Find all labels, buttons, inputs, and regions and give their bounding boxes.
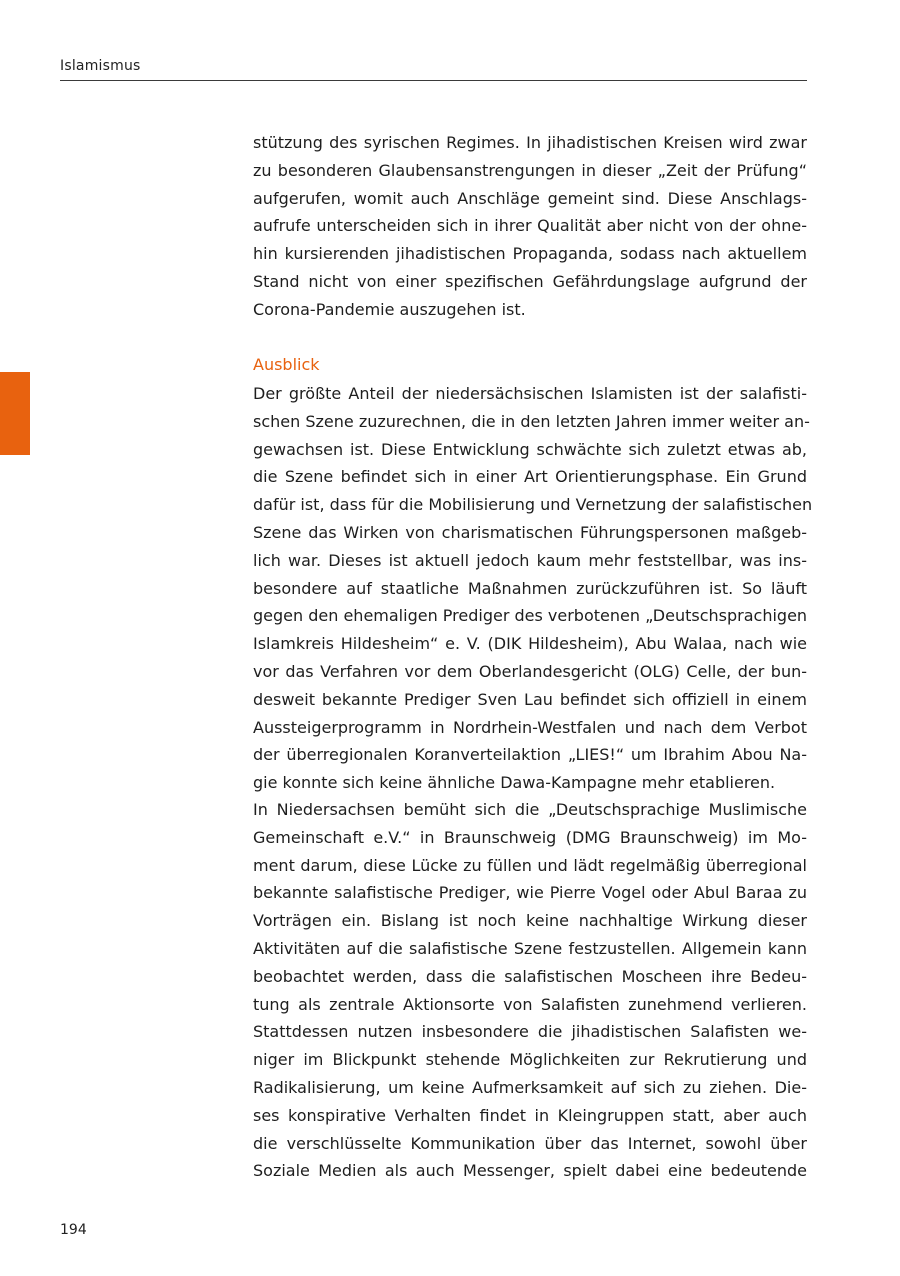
text-line: tung als zentrale Aktionsorte von Salafisten zunehmend verlieren.: [253, 994, 807, 1014]
text-line: Stattdessen nutzen insbesondere die jihadistischen Salafisten we-: [253, 1022, 807, 1042]
text-line: die Szene befindet sich in einer Art Orientierungsphase. Ein Grund: [253, 467, 807, 487]
text-line: die verschlüsselte Kommunikation über das Internet, sowohl über: [253, 1133, 807, 1153]
paragraph-1: [253, 380, 813, 797]
text-line: dafür ist, dass für die Mobilisierung und Vernetzung der salafistischen: [253, 495, 813, 515]
text-line: Stand nicht von einer spezifischen Gefährdungslage aufgrund der: [253, 271, 807, 291]
text-line: Aktivitäten auf die salafistische Szene festzustellen. Allgemein kann: [253, 938, 807, 958]
text-line: In Niedersachsen bemüht sich die „Deutschsprachige Muslimische: [253, 800, 807, 819]
page-number: 194: [60, 1222, 87, 1238]
text-line: Szene das Wirken von charismatischen Führungspersonen maßgeb-: [253, 522, 807, 542]
text-line: gie konnte sich keine ähnliche Dawa-Kampagne mehr etablieren.: [253, 773, 776, 793]
text-line: Aussteigerprogramm in Nordrhein-Westfalen und nach dem Verbot: [253, 717, 807, 737]
text-line: beobachtet werden, dass die salafistischen Moscheen ihre Bedeu-: [253, 966, 807, 986]
text-line: Der größte Anteil der niedersächsischen Islamisten ist der salafisti-: [253, 384, 807, 403]
paragraph-2: [253, 796, 807, 1185]
text-line: aufrufe unterscheiden sich in ihrer Qualität aber nicht von der ohne-: [253, 216, 807, 236]
intro-paragraph: [253, 129, 807, 324]
text-line: bekannte salafistische Prediger, wie Pierre Vogel oder Abul Baraa zu: [253, 883, 807, 903]
text-line: zu besonderen Glaubensanstrengungen in dieser „Zeit der Prüfung“: [253, 160, 807, 180]
text-line: vor das Verfahren vor dem Oberlandesgericht (OLG) Celle, der bun-: [253, 661, 807, 681]
text-line: Corona-Pandemie auszugehen ist.: [253, 299, 526, 319]
text-line: Radikalisierung, um keine Aufmerksamkeit auf sich zu ziehen. Die-: [253, 1077, 807, 1097]
text-line: Soziale Medien als auch Messenger, spielt dabei eine bedeutende: [253, 1161, 807, 1181]
text-line: der überregionalen Koranverteilaktion „LIES!“ um Ibrahim Abou Na-: [253, 745, 807, 765]
text-line: stützung des syrischen Regimes. In jihadistischen Kreisen wird zwar: [253, 133, 807, 152]
text-line: Gemeinschaft e.V.“ in Braunschweig (DMG Braunschweig) im Mo-: [253, 827, 807, 847]
text-line: schen Szene zuzurechnen, die in den letzten Jahren immer weiter an-: [253, 411, 810, 431]
text-line: aufgerufen, womit auch Anschläge gemeint sind. Diese Anschlags-: [253, 188, 807, 208]
header-rule: [60, 80, 807, 81]
text-line: Vorträgen ein. Bislang ist noch keine nachhaltige Wirkung dieser: [253, 911, 807, 931]
text-line: hin kursierenden jihadistischen Propaganda, sodass nach aktuellem: [253, 244, 807, 264]
text-line: niger im Blickpunkt stehende Möglichkeiten zur Rekrutierung und: [253, 1050, 807, 1070]
text-line: besondere auf staatliche Maßnahmen zurückzuführen ist. So läuft: [253, 578, 807, 598]
text-line: Islamkreis Hildesheim“ e. V. (DIK Hildesheim), Abu Walaa, nach wie: [253, 634, 807, 654]
text-line: gewachsen ist. Diese Entwicklung schwächte sich zuletzt etwas ab,: [253, 439, 807, 459]
chapter-tab-marker: [0, 372, 30, 455]
section-heading: Ausblick: [253, 355, 320, 374]
text-line: gegen den ehemaligen Prediger des verbotenen „Deutschsprachigen: [253, 606, 808, 626]
running-head: Islamismus: [60, 58, 141, 74]
text-line: ses konspirative Verhalten findet in Kleingruppen statt, aber auch: [253, 1105, 807, 1125]
text-line: ment darum, diese Lücke zu füllen und lädt regelmäßig überregional: [253, 855, 807, 875]
text-line: desweit bekannte Prediger Sven Lau befindet sich offiziell in einem: [253, 689, 807, 709]
text-line: lich war. Dieses ist aktuell jedoch kaum mehr feststellbar, was ins-: [253, 550, 807, 570]
